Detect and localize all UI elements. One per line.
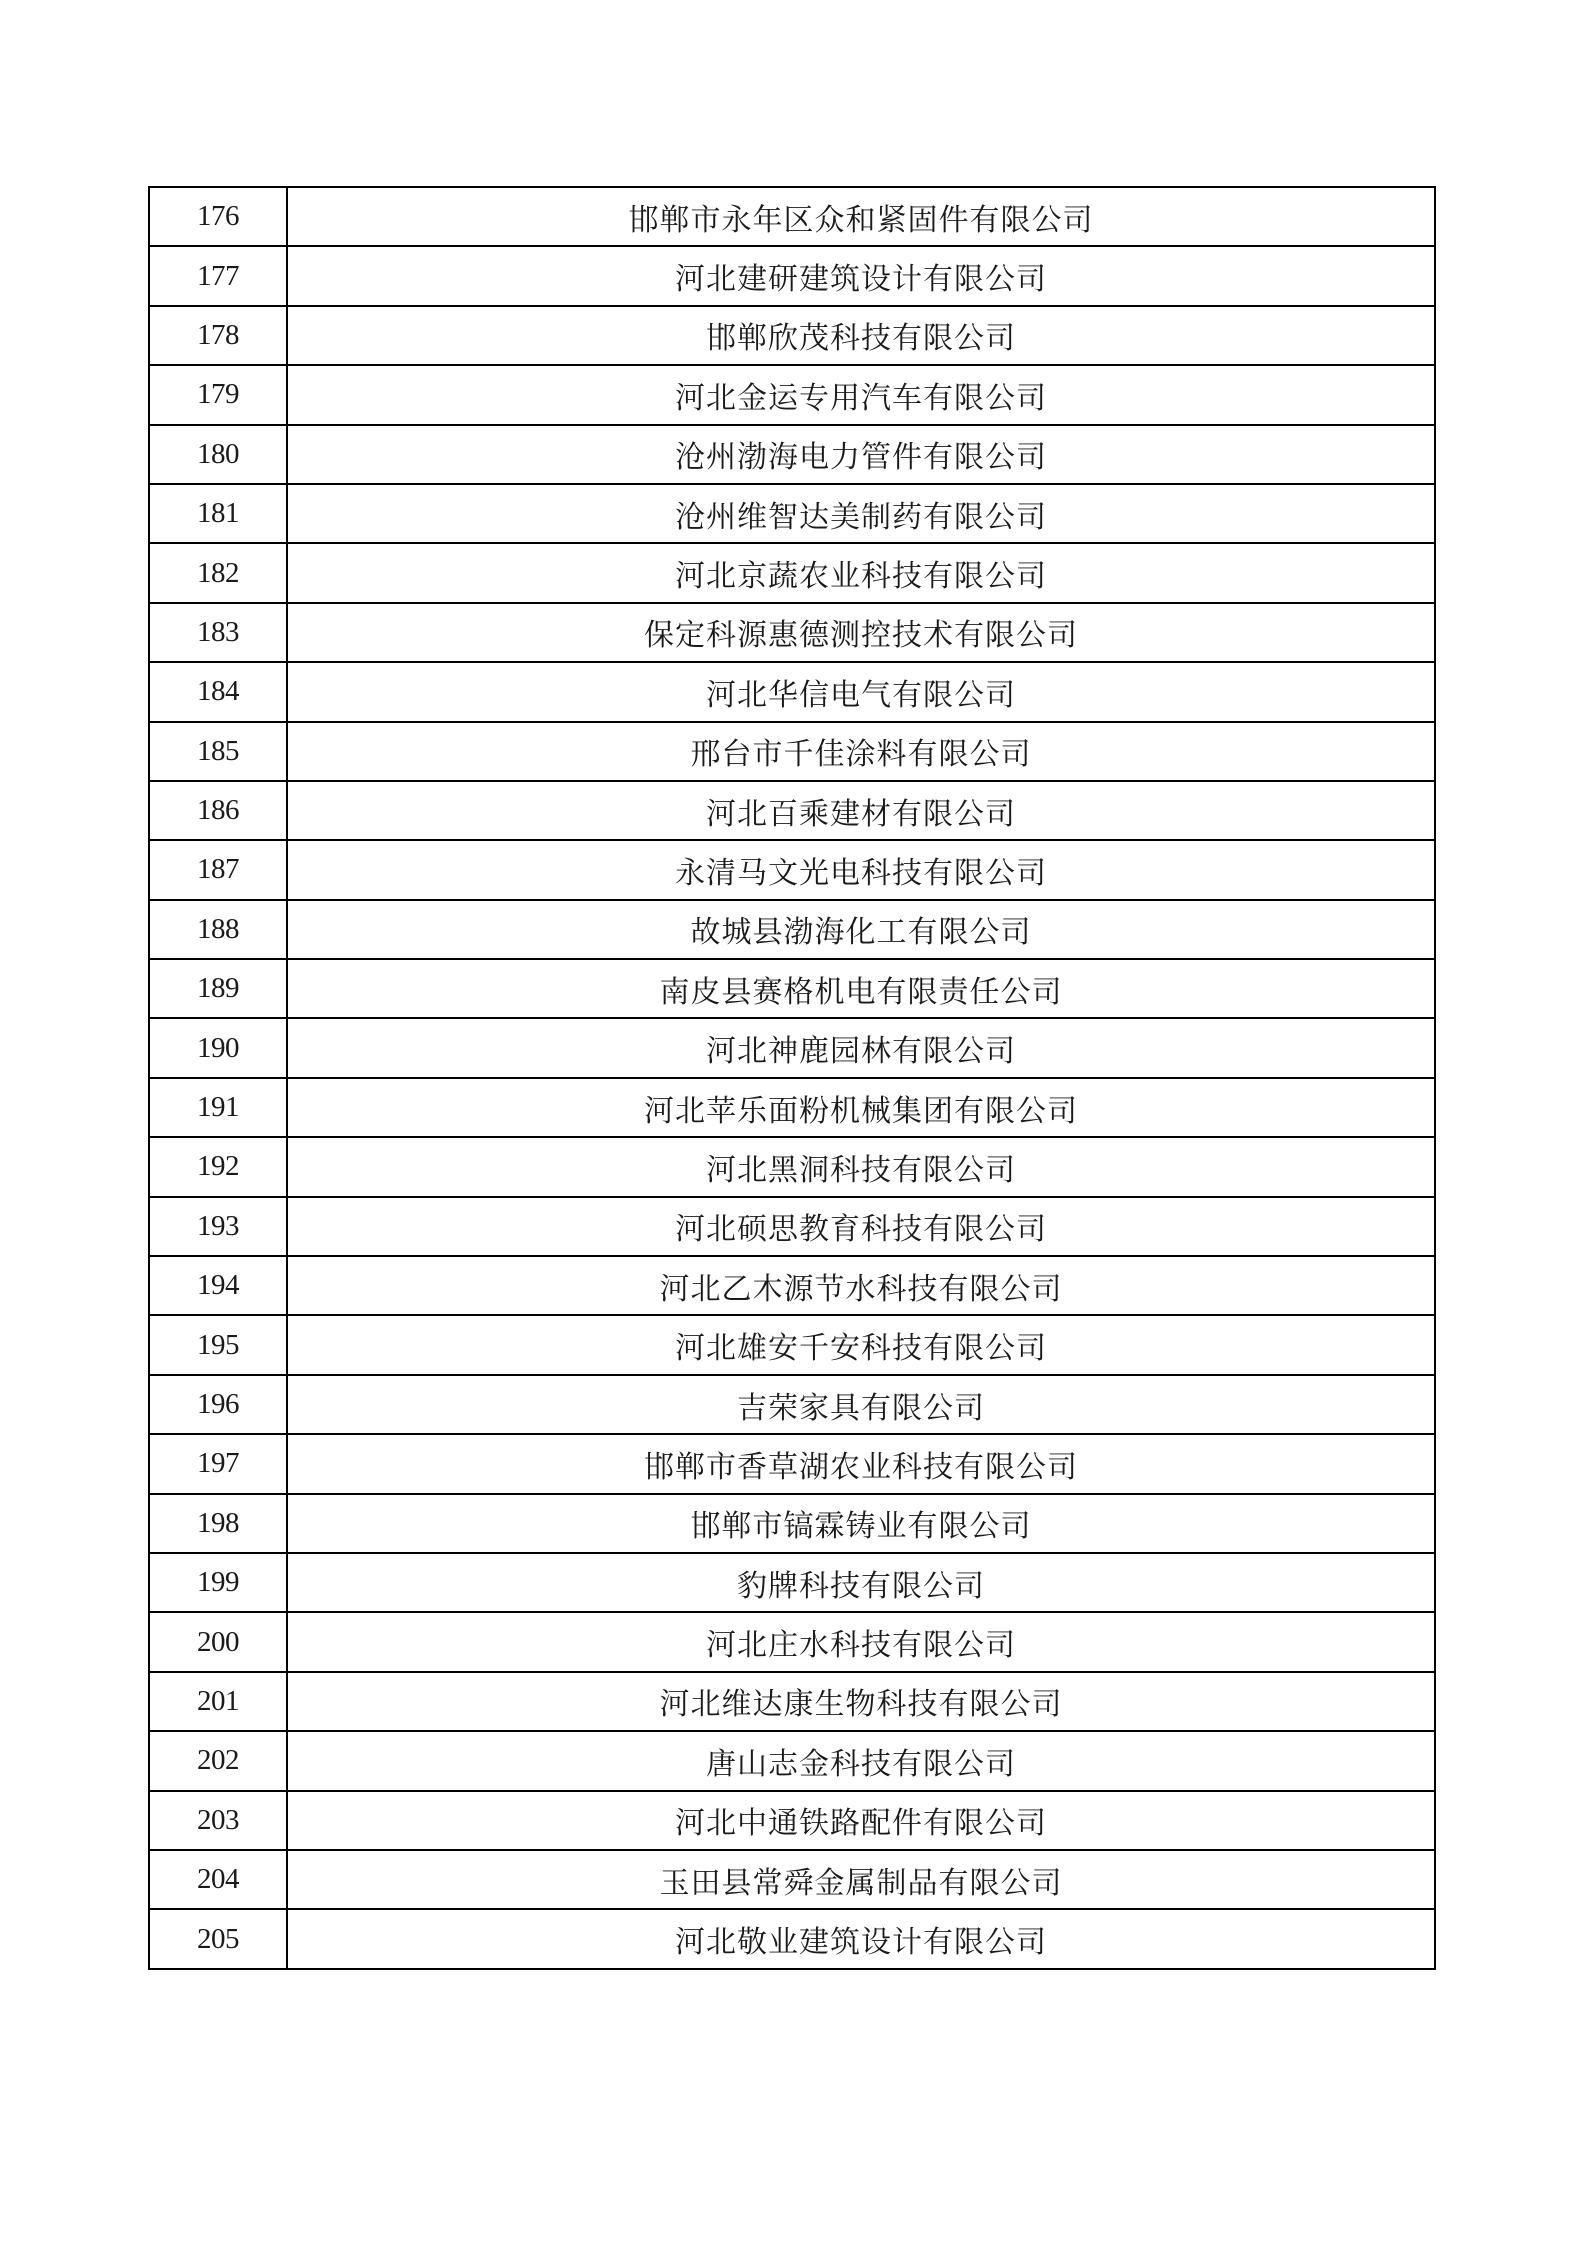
row-number-cell: 182: [149, 543, 287, 602]
company-name-cell: 邯郸市香草湖农业科技有限公司: [287, 1434, 1435, 1493]
company-name-cell: 河北神鹿园林有限公司: [287, 1018, 1435, 1077]
table-row: [149, 781, 1435, 840]
table-row: [149, 187, 1435, 246]
table-row: [149, 1315, 1435, 1374]
row-number-cell: 184: [149, 662, 287, 721]
company-name-cell: 邯郸市永年区众和紧固件有限公司: [287, 187, 1435, 246]
table-row: [149, 425, 1435, 484]
company-name-cell: 吉荣家具有限公司: [287, 1375, 1435, 1434]
table-row: [149, 1137, 1435, 1196]
table-row: [149, 1018, 1435, 1077]
company-name-cell: 河北金运专用汽车有限公司: [287, 365, 1435, 424]
row-number-cell: 176: [149, 187, 287, 246]
table-row: [149, 1375, 1435, 1434]
company-name-cell: 南皮县赛格机电有限责任公司: [287, 959, 1435, 1018]
company-name-cell: 河北苹乐面粉机械集团有限公司: [287, 1078, 1435, 1137]
row-number-cell: 179: [149, 365, 287, 424]
table-row: [149, 1256, 1435, 1315]
row-number-cell: 196: [149, 1375, 287, 1434]
table-row: [149, 1850, 1435, 1909]
company-name-cell: 河北华信电气有限公司: [287, 662, 1435, 721]
row-number-cell: 178: [149, 306, 287, 365]
row-number-cell: 181: [149, 484, 287, 543]
table-row: [149, 1731, 1435, 1790]
table-row: [149, 1909, 1435, 1968]
row-number-cell: 189: [149, 959, 287, 1018]
company-name-cell: 邢台市千佳涂料有限公司: [287, 722, 1435, 781]
row-number-cell: 203: [149, 1791, 287, 1850]
row-number-cell: 197: [149, 1434, 287, 1493]
table-row: [149, 365, 1435, 424]
table-row: [149, 900, 1435, 959]
row-number-cell: 199: [149, 1553, 287, 1612]
row-number-cell: 192: [149, 1137, 287, 1196]
table-row: [149, 306, 1435, 365]
table-row: [149, 662, 1435, 721]
company-name-cell: 河北京蔬农业科技有限公司: [287, 543, 1435, 602]
row-number-cell: 186: [149, 781, 287, 840]
table-row: [149, 1078, 1435, 1137]
company-name-cell: 河北建研建筑设计有限公司: [287, 246, 1435, 305]
table-row: [149, 722, 1435, 781]
table-row: [149, 1197, 1435, 1256]
table-row: [149, 1553, 1435, 1612]
row-number-cell: 204: [149, 1850, 287, 1909]
company-name-cell: 河北中通铁路配件有限公司: [287, 1791, 1435, 1850]
company-name-cell: 唐山志金科技有限公司: [287, 1731, 1435, 1790]
row-number-cell: 177: [149, 246, 287, 305]
table-row: [149, 484, 1435, 543]
row-number-cell: 188: [149, 900, 287, 959]
row-number-cell: 190: [149, 1018, 287, 1077]
row-number-cell: 205: [149, 1909, 287, 1968]
table-row: [149, 959, 1435, 1018]
company-name-cell: 河北维达康生物科技有限公司: [287, 1672, 1435, 1731]
company-name-cell: 河北乙木源节水科技有限公司: [287, 1256, 1435, 1315]
table-row: [149, 1494, 1435, 1553]
company-name-cell: 邯郸欣茂科技有限公司: [287, 306, 1435, 365]
company-name-cell: 邯郸市镐霖铸业有限公司: [287, 1494, 1435, 1553]
company-name-cell: 河北硕思教育科技有限公司: [287, 1197, 1435, 1256]
table-row: [149, 840, 1435, 899]
company-name-cell: 河北黑洞科技有限公司: [287, 1137, 1435, 1196]
company-list-table: [148, 186, 1436, 1970]
table-row: [149, 1791, 1435, 1850]
company-name-cell: 故城县渤海化工有限公司: [287, 900, 1435, 959]
company-name-cell: 河北百乘建材有限公司: [287, 781, 1435, 840]
row-number-cell: 183: [149, 603, 287, 662]
company-name-cell: 玉田县常舜金属制品有限公司: [287, 1850, 1435, 1909]
row-number-cell: 200: [149, 1612, 287, 1671]
table-row: [149, 1612, 1435, 1671]
row-number-cell: 195: [149, 1315, 287, 1374]
row-number-cell: 185: [149, 722, 287, 781]
company-name-cell: 沧州渤海电力管件有限公司: [287, 425, 1435, 484]
company-name-cell: 河北敬业建筑设计有限公司: [287, 1909, 1435, 1968]
table-row: [149, 543, 1435, 602]
row-number-cell: 180: [149, 425, 287, 484]
row-number-cell: 202: [149, 1731, 287, 1790]
company-name-cell: 保定科源惠德测控技术有限公司: [287, 603, 1435, 662]
company-name-cell: 永清马文光电科技有限公司: [287, 840, 1435, 899]
row-number-cell: 191: [149, 1078, 287, 1137]
row-number-cell: 201: [149, 1672, 287, 1731]
company-name-cell: 豹牌科技有限公司: [287, 1553, 1435, 1612]
table-body: [149, 187, 1435, 1969]
table-row: [149, 1672, 1435, 1731]
row-number-cell: 193: [149, 1197, 287, 1256]
table-row: [149, 603, 1435, 662]
company-name-cell: 河北雄安千安科技有限公司: [287, 1315, 1435, 1374]
row-number-cell: 187: [149, 840, 287, 899]
table-row: [149, 1434, 1435, 1493]
company-name-cell: 沧州维智达美制药有限公司: [287, 484, 1435, 543]
row-number-cell: 194: [149, 1256, 287, 1315]
company-name-cell: 河北庄水科技有限公司: [287, 1612, 1435, 1671]
row-number-cell: 198: [149, 1494, 287, 1553]
table-row: [149, 246, 1435, 305]
